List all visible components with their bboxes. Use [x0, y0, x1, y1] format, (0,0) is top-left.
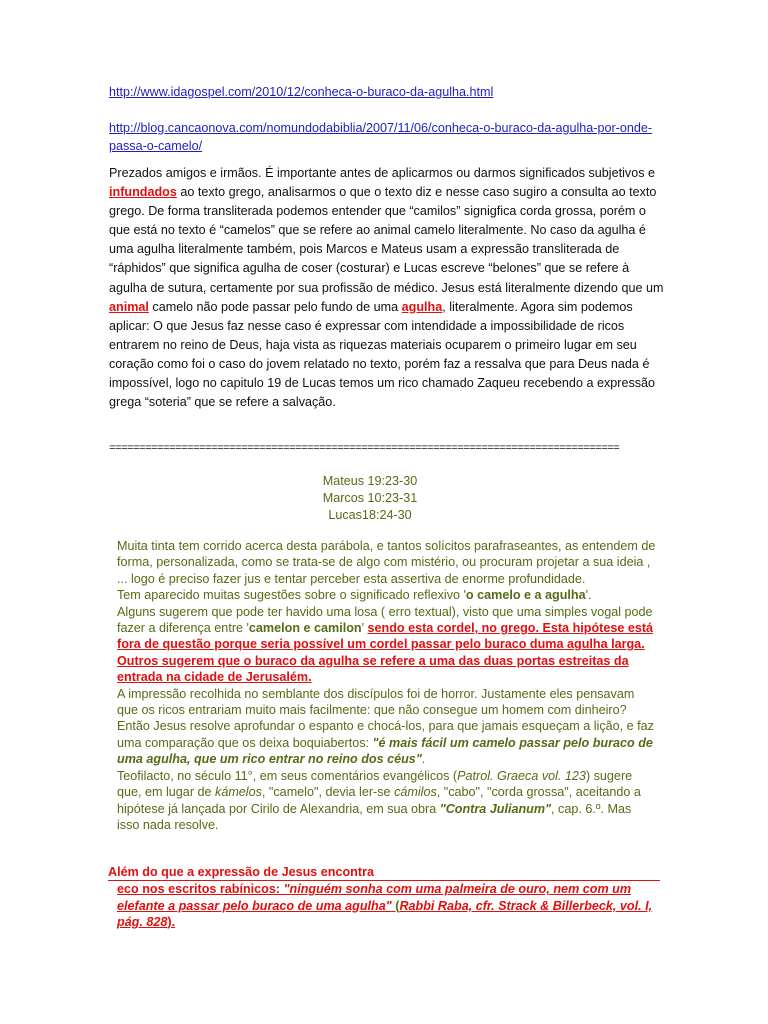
p6-text-a: Teofilacto, no século 11°, em seus comentários evangélicos ( [117, 768, 458, 783]
commentary-paragraph-1: Muita tinta tem corrido acerca desta parábola, e tantos solícitos parafraseantes, as entendem de forma, personalizada, como se trata-se de algo com mistério, ou procuram projetar a sua ideia , ... logo é preciso fazer jus e tentar perceber esta assertiva de enorme profundidade. [117, 539, 656, 586]
p3-text-c: ' [361, 621, 368, 636]
intro-paragraph [109, 164, 664, 412]
final-text-a: eco nos escritos rabínicos: [117, 882, 284, 897]
final-text-b: ( [391, 898, 400, 913]
commentary-paragraph-5 [117, 686, 657, 768]
highlight-animal: animal [109, 299, 149, 314]
p6-reference: Patrol. Graeca vol. 123 [457, 768, 586, 783]
p6-word-kamelos: kámelos [215, 785, 262, 800]
source-link-idagospel[interactable]: http://www.idagospel.com/2010/12/conheca-o-buraco-da-agulha.html [109, 85, 494, 99]
reference-lucas: Lucas18:24-30 [328, 508, 412, 522]
p3-red-hypothesis: sendo esta cordel, no grego. Esta hipótese está fora de questão porque seria possível um cordel passar pelo buraco duma agulha larga. [117, 621, 654, 652]
final-red-paragraph [108, 864, 660, 931]
intro-text-1: Prezados amigos e irmãos. É importante antes de aplicarmos ou darmos significados subjetivos e [109, 166, 655, 180]
separator-line: ===================================================================================== [109, 443, 620, 455]
scripture-references [300, 473, 440, 524]
commentary-paragraph-6 [117, 768, 657, 834]
reference-mateus: Mateus 19:23-30 [322, 474, 418, 488]
p6-word-camilos: cámilos [394, 785, 437, 800]
highlight-agulha: agulha [401, 299, 443, 314]
final-rabbinic-quote: "ninguém sonha com uma palmeira de ouro, nem com um elefante a passar pelo buraco de uma agulha" [117, 882, 632, 913]
source-link-cancaonova[interactable]: http://blog.cancaonova.com/nomundodabiblia/2007/11/06/conheca-o-buraco-da-agulha-por-onde-passa-o-camelo/ [109, 121, 653, 153]
p6-text-b: ) sugere que, em lugar de [117, 768, 633, 800]
intro-text-2: ao texto grego, analisarmos o que o texto diz e nesse caso sugiro a consulta ao texto grego. De forma transliterada podemos entender que “camilos” signigfica corda grossa, porém o que está no texto é “camelos” que se refere ao animal camelo literalmente. No caso da agulha é uma agulha literalmente também, pois Marcos e Mateus usam a expressão transliterada de “ráphidos” que significa agulha de coser (costurar) e Lucas escreve “belones” que se refere à agulha de sutura, certamente por sua profissão de médico. Jesus está literalmente dizendo que um [109, 185, 664, 295]
reference-marcos: Marcos 10:23-31 [322, 491, 418, 505]
p5-quote: "é mais fácil um camelo passar pelo buraco de uma agulha, que um rico entrar no reino dos céus" [117, 735, 653, 767]
commentary-paragraph-3 [117, 604, 657, 653]
commentary-paragraph-4-red: Outros sugerem que o buraco da agulha se refere a uma das duas portas estreitas da entrada na cidade de Jerusalém. [117, 653, 629, 685]
final-line-1: Além do que a expressão de Jesus encontra [108, 864, 660, 881]
p6-text-c: , "camelo", devia ler-se [261, 785, 395, 800]
final-citation: Rabbi Raba, cfr. Strack & Billerbeck, vol. I, pág. 828 [117, 898, 653, 930]
p6-work-title: "Contra Julianum" [439, 801, 552, 816]
p2-text-a: Tem aparecido muitas sugestões sobre o significado reflexivo ' [117, 588, 466, 603]
p3-bold-words: camelon e camilon [248, 621, 362, 636]
p3-text-a: Alguns sugerem que pode ter havido uma losa ( erro textual), visto que uma simples vogal pode fazer a diferença entre ' [117, 604, 653, 636]
final-line-2 [108, 881, 660, 930]
p5-text-b: . [421, 752, 426, 767]
p6-text-e: , cap. 6.º. Mas isso nada resolve. [117, 801, 632, 832]
final-text-c: ). [167, 915, 176, 930]
p6-text-d: , "cabo", "corda grossa", aceitando a hipótese já lançada por Cirilo de Alexandria, em sua obra [117, 785, 641, 816]
intro-text-4: , literalmente. Agora sim podemos aplicar: O que Jesus faz nesse caso é expressar com intendidade a impossibilidade de ricos entrarem no reino de Deus, haja vista as riquezas materiais ocuparem o primeiro lugar em seu coração como foi o caso do jovem relatado no texto, porém faz a ressalva que para Deus nada é impossível, logo no capitulo 19 de Lucas temos um rico chamado Zaqueu recebendo a expressão grega “soteria” que se refere a salvação. [109, 299, 656, 410]
p2-text-c: '. [585, 588, 592, 603]
p2-bold-phrase: o camelo e a agulha [465, 588, 586, 603]
intro-text-3: camelo não pode passar pelo fundo de uma [148, 299, 402, 314]
highlight-infundados: infundados [109, 185, 177, 200]
p5-text-a: A impressão recolhida no semblante dos discípulos foi de horror. Justamente eles pensavam que os ricos entrariam muito mais facilmente: que não consegue um homem com dinheiro? Então Jesus resolve aprofundar o espanto e chocá-los, para que jamais esqueçam a lição, e faz uma comparação que os deixa boquiabertos: [117, 686, 654, 750]
commentary-body [117, 538, 657, 833]
commentary-paragraph-2 [117, 587, 657, 603]
